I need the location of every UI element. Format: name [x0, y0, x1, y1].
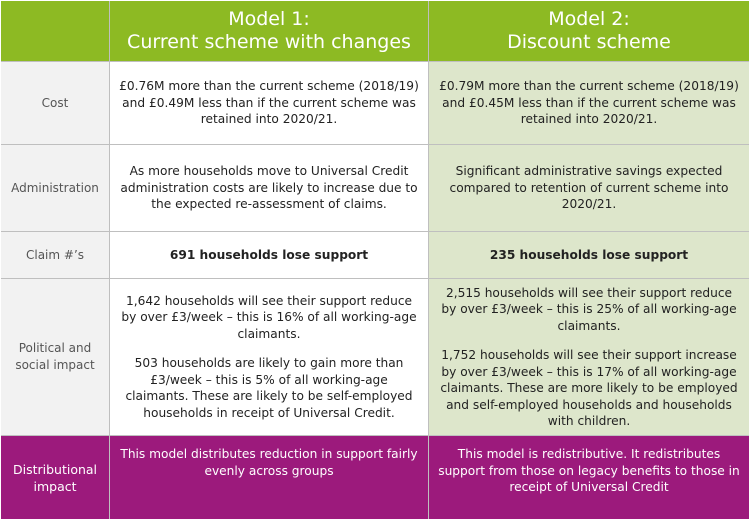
model1-header-line2: Current scheme with changes — [127, 31, 411, 53]
claims-model1: 691 households lose support — [110, 232, 428, 278]
cost-model1: £0.76M more than the current scheme (2018/19) and £0.49M less than if the current scheme was retained into 2020/21. — [110, 62, 428, 144]
impact-model2-paragraph2: 1,752 households will see their support increase by over £3/week – this is 17% of all working-age claimants. These are more likely to be employed and self-employed households and households with children. — [440, 348, 738, 428]
model2-header — [429, 1, 749, 61]
impact-model1-paragraph1: 1,642 households will see their support reduce by over £3/week – this is 16% of all working-age claimants. — [121, 293, 417, 341]
administration-model2: Significant administrative savings expected compared to retention of current scheme into 2020/21. — [429, 145, 749, 231]
impact-model2 — [429, 279, 749, 435]
claims-model2: 235 households lose support — [429, 232, 749, 278]
distribution-model1: This model distributes reduction in support fairly evenly across groups — [110, 436, 428, 519]
administration-model1: As more households move to Universal Credit administration costs are likely to increase due to the expected re-assessment of claims. — [110, 145, 428, 231]
model1-header-line1: Model 1: — [228, 8, 310, 30]
row-label-cost: Cost — [1, 62, 109, 144]
cost-model2: £0.79M more than the current scheme (2018/19) and £0.45M less than if the current scheme was retained into 2020/21. — [429, 62, 749, 144]
impact-model1 — [110, 279, 428, 435]
model2-header-line2: Discount scheme — [507, 31, 671, 53]
distribution-model2: This model is redistributive. It redistributes support from those on legacy benefits to those in receipt of Universal Credit — [429, 436, 749, 519]
row-label-administration: Administration — [1, 145, 109, 231]
impact-model1-paragraph2: 503 households are likely to gain more than £3/week – this is 5% of all working-age claimants. These are likely to be self-employed households in receipt of Universal Credit. — [125, 356, 413, 420]
model2-header-line1: Model 2: — [548, 8, 630, 30]
row-label-claims: Claim #’s — [1, 232, 109, 278]
row-label-impact: Political and social impact — [1, 279, 109, 435]
comparison-table — [1, 1, 749, 519]
row-label-distribution: Distributional impact — [1, 436, 109, 519]
header-corner — [1, 1, 109, 61]
impact-model2-paragraph1: 2,515 households will see their support reduce by over £3/week – this is 25% of all working-age claimants. — [441, 285, 737, 333]
model1-header — [110, 1, 428, 61]
